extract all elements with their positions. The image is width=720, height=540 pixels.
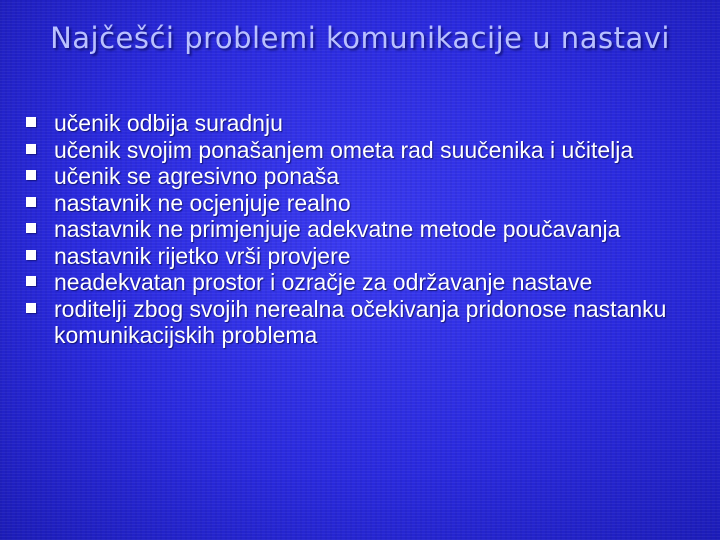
slide-title: Najčešći problemi komunikacije u nastavi [50, 21, 670, 55]
list-item [24, 216, 704, 243]
square-bullet-icon [26, 170, 36, 180]
list-item-text: nastavnik ne ocjenjuje realno [54, 189, 351, 216]
square-bullet-icon [26, 223, 36, 233]
bullet-list [24, 110, 704, 349]
list-item [24, 296, 704, 349]
list-item [24, 163, 704, 190]
list-item [24, 269, 704, 296]
square-bullet-icon [26, 276, 36, 286]
list-item-text: nastavnik rijetko vrši provjere [54, 242, 351, 269]
list-item [24, 110, 704, 137]
list-item-text: neadekvatan prostor i ozračje za održavanje nastave [54, 269, 593, 295]
list-item-text: nastavnik ne primjenjuje adekvatne metode poučavanja [54, 216, 621, 242]
list-item-text: učenik se agresivno ponaša [54, 163, 340, 189]
list-item [24, 190, 704, 217]
list-item [24, 137, 704, 164]
square-bullet-icon [26, 117, 36, 127]
square-bullet-icon [26, 197, 36, 207]
list-item-text: učenik odbija suradnju [54, 110, 283, 136]
list-item-text: roditelji zbog svojih nerealna očekivanja pridonose nastanku komunikacijskih problema [54, 295, 667, 348]
square-bullet-icon [26, 303, 36, 313]
list-item-text: učenik svojim ponašanjem ometa rad suučenika i učitelja [54, 136, 634, 163]
list-item [24, 243, 704, 270]
square-bullet-icon [26, 144, 36, 154]
square-bullet-icon [26, 250, 36, 260]
